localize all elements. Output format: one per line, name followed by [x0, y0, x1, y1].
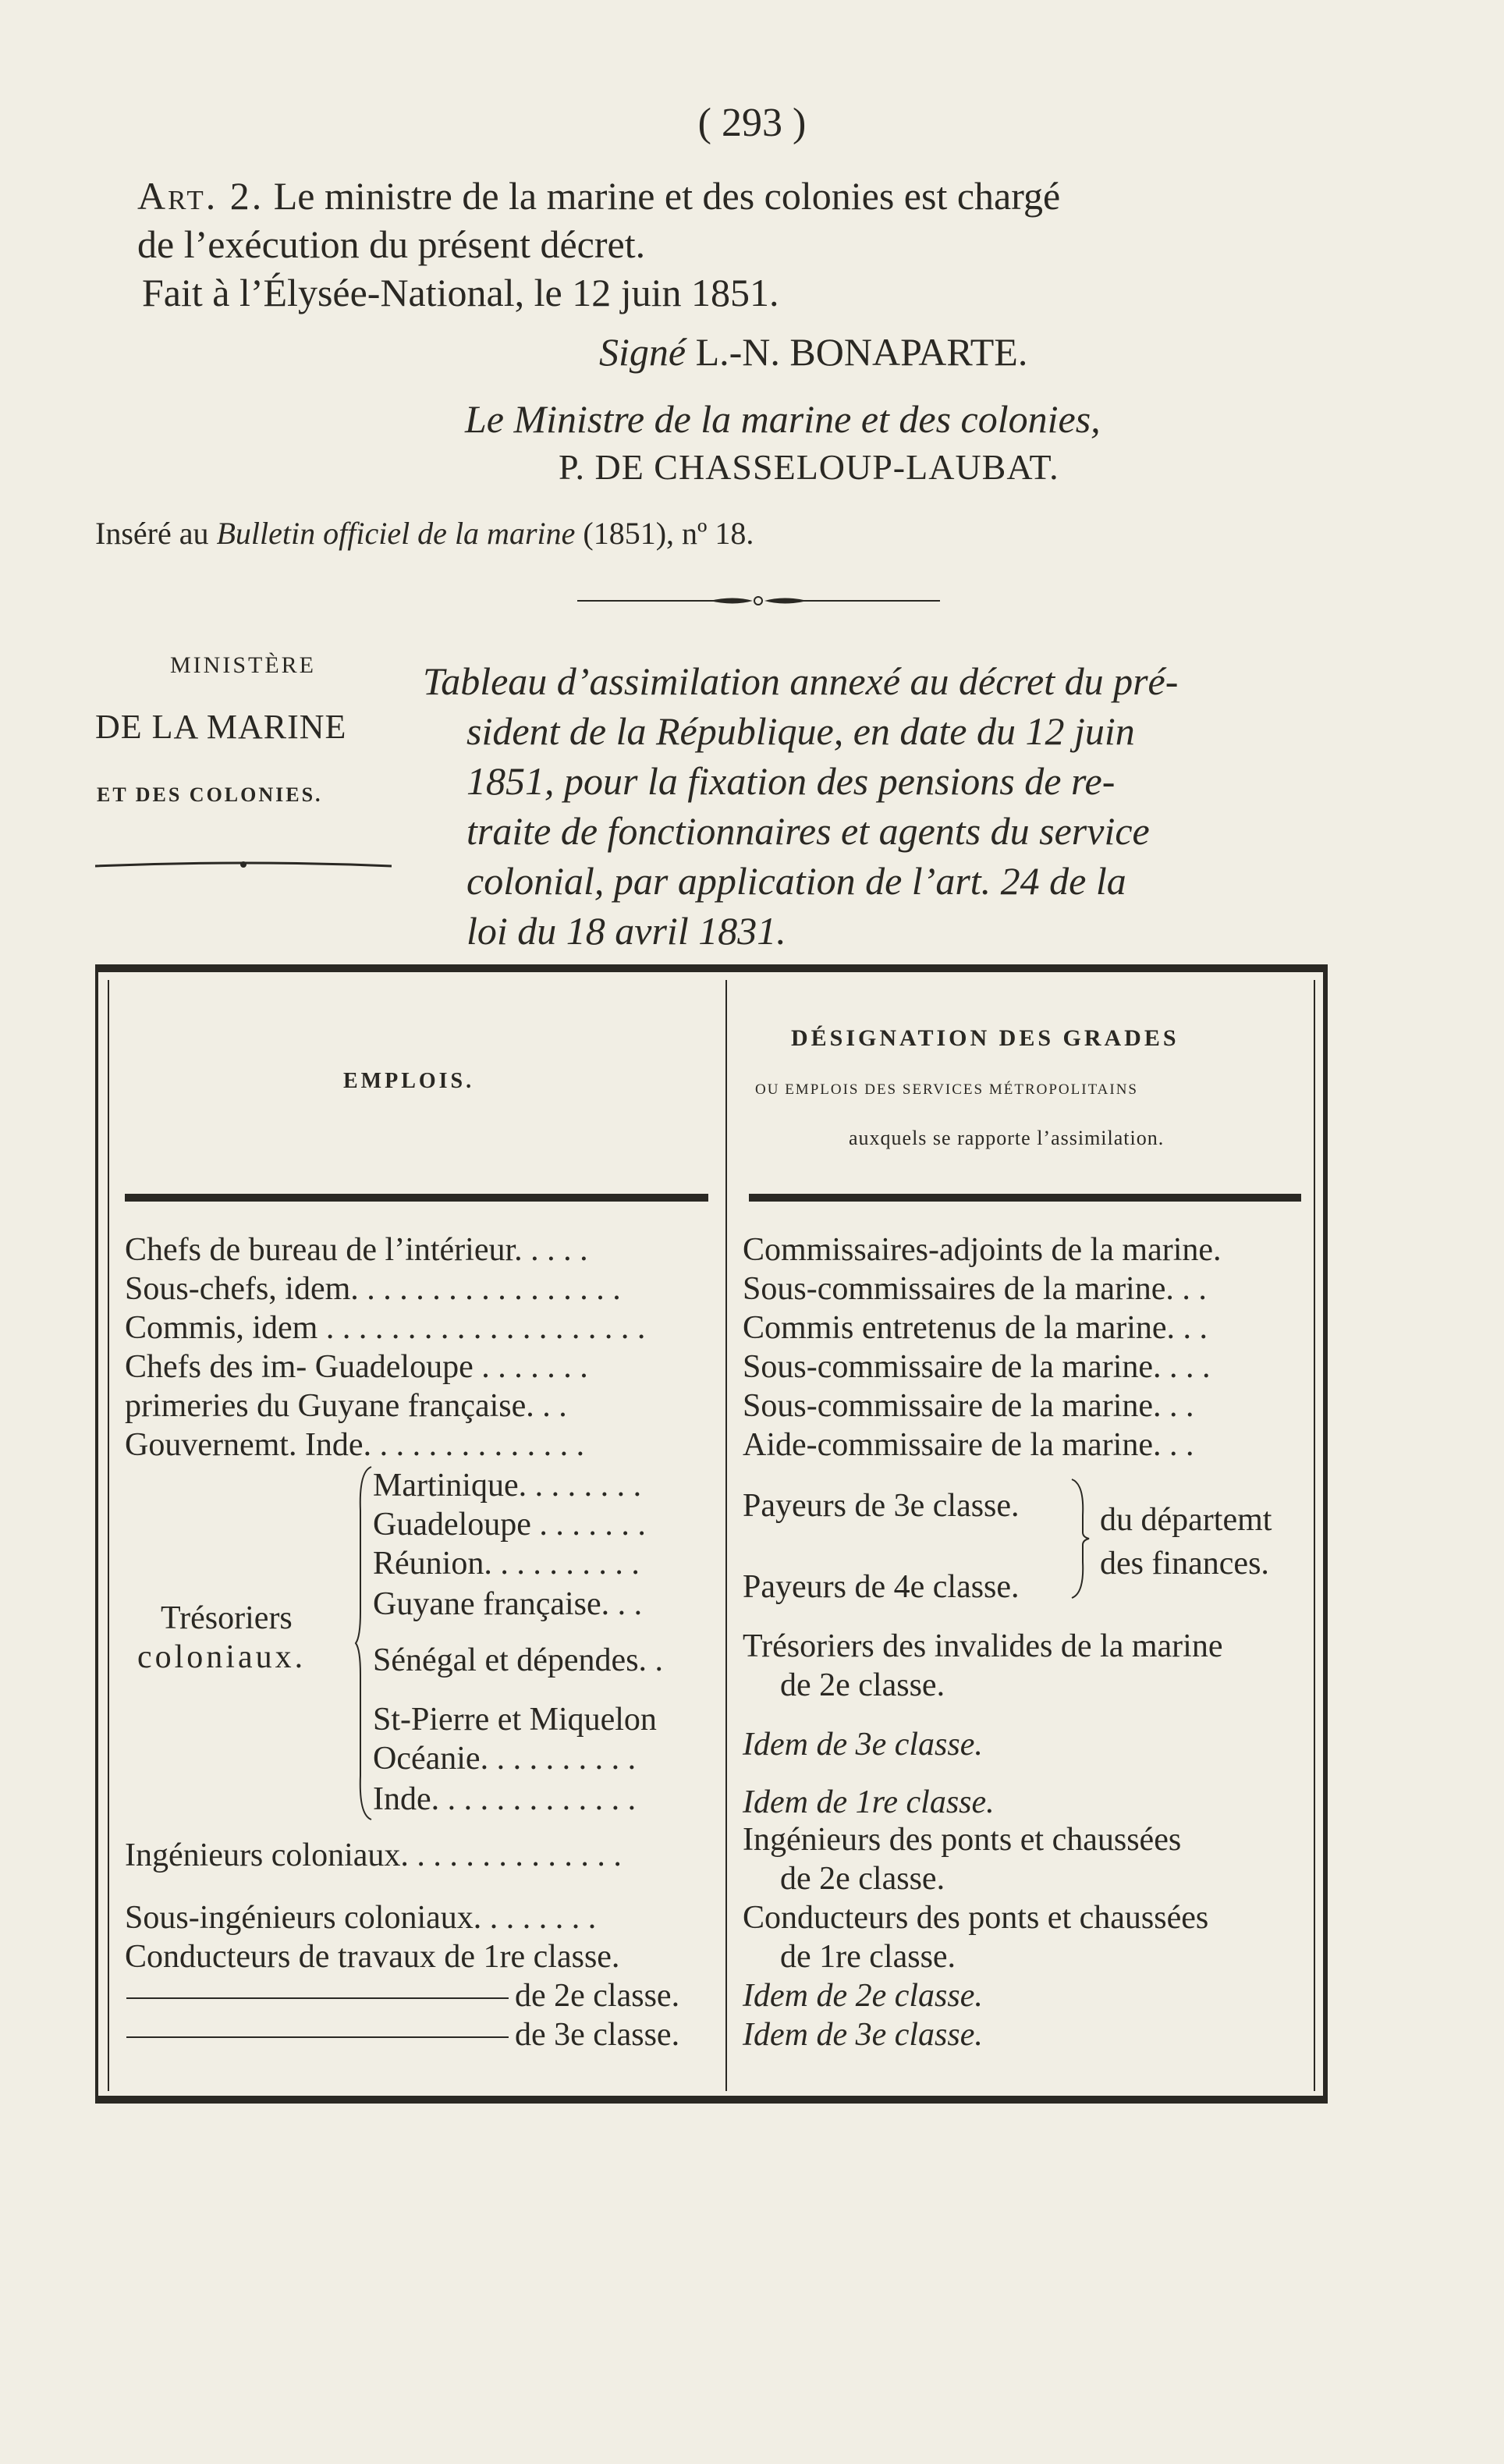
table-row-3-left: Commis, idem . . . . . . . . . . . . . . . . . . . .: [125, 1310, 646, 1346]
ditto-rule-1: [126, 1997, 509, 1999]
article-line-3: Fait à l’Élysée-National, le 12 juin 1851.: [142, 271, 779, 314]
tableau-title-3: 1851, pour la fixation des pensions de re-: [466, 759, 1116, 803]
conducteurs-2-left: de 2e classe.: [515, 1978, 680, 2014]
signature-name: L.-N. BONAPARTE.: [695, 330, 1028, 374]
payeurs-dept-1: du départemt: [1100, 1502, 1272, 1538]
table-row-6-right: Aide-commissaire de la marine. . .: [743, 1427, 1194, 1463]
tresoriers-place-3: Réunion. . . . . . . . . .: [373, 1546, 640, 1582]
conducteurs-right: de 1re classe.: [780, 1939, 956, 1975]
insertion-suffix: (1851), nº 18.: [583, 516, 754, 551]
tresoriers-place-5: Sénégal et dépendes. .: [373, 1642, 664, 1678]
tresoriers-place-4: Guyane française. . .: [373, 1586, 643, 1622]
table-row-4-left: Chefs des im- Guadeloupe . . . . . . .: [125, 1349, 588, 1385]
header-rule-left: [125, 1194, 708, 1202]
table-row-5-right: Sous-commissaire de la marine. . .: [743, 1388, 1194, 1424]
sidebar-marine: DE LA MARINE: [95, 708, 347, 746]
ingenieurs-left: Ingénieurs coloniaux. . . . . . . . . . . . . .: [125, 1837, 622, 1873]
article-line-1: [137, 173, 1060, 218]
minister-title: Le Ministre de la marine et des colonies,: [465, 397, 1101, 441]
tresoriers-place-6: St-Pierre et Miquelon: [373, 1702, 657, 1738]
tableau-title-1: Tableau d’assimilation annexé au décret du pré-: [423, 659, 1179, 703]
minister-name: P. DE CHASSELOUP-LAUBAT.: [559, 447, 1059, 487]
tresoriers-brace: [354, 1464, 373, 1823]
tableau-title-6: loi du 18 avril 1831.: [466, 909, 786, 953]
insertion-line: [95, 515, 754, 552]
ditto-rule-2: [126, 2036, 509, 2038]
table-row-1-left: Chefs de bureau de l’intérieur. . . . .: [125, 1232, 588, 1268]
ornamental-rule: [577, 595, 940, 606]
header-rule-right: [749, 1194, 1301, 1202]
table-row-1-right: Commissaires-adjoints de la marine.: [743, 1232, 1222, 1268]
ingenieurs-right-2: de 2e classe.: [780, 1861, 945, 1897]
sidebar-colonies: ET DES COLONIES.: [97, 783, 323, 806]
conducteurs-left: Conducteurs de travaux de 1re classe.: [125, 1939, 620, 1975]
conducteurs-3-left: de 3e classe.: [515, 2017, 680, 2053]
signe-label: Signé: [599, 330, 686, 374]
table-row-2-left: Sous-chefs, idem. . . . . . . . . . . . . . . . .: [125, 1271, 621, 1307]
tresoriers-label-2: coloniaux.: [137, 1639, 307, 1675]
col-emplois-header: EMPLOIS.: [343, 1069, 475, 1093]
col-designation-sub1: OU EMPLOIS DES SERVICES MÉTROPOLITAINS: [755, 1081, 1138, 1098]
idem-3-classe: Idem de 3e classe.: [743, 1727, 983, 1763]
tresoriers-label-1: Trésoriers: [161, 1600, 293, 1636]
table-row-3-right: Commis entretenus de la marine. . .: [743, 1310, 1208, 1346]
sous-ingenieurs-right: Conducteurs des ponts et chaussées: [743, 1900, 1209, 1936]
table-row-5-left: primeries du Guyane française. . .: [125, 1388, 567, 1424]
payeurs-brace: [1067, 1476, 1091, 1601]
payeurs-3: Payeurs de 3e classe.: [743, 1488, 1020, 1524]
ingenieurs-right-1: Ingénieurs des ponts et chaussées: [743, 1822, 1182, 1858]
article-text-1: Le ministre de la marine et des colonies est chargé: [273, 174, 1061, 218]
tresoriers-invalides-2: de 2e classe.: [780, 1667, 945, 1703]
insertion-bulletin: Bulletin officiel de la marine: [216, 516, 576, 551]
page-number: ( 293 ): [697, 101, 807, 145]
tresoriers-place-8: Inde. . . . . . . . . . . . .: [373, 1781, 637, 1817]
insertion-prefix: Inséré au: [95, 516, 209, 551]
conducteurs-3-right: Idem de 3e classe.: [743, 2017, 983, 2053]
table-row-4-right: Sous-commissaire de la marine. . . .: [743, 1349, 1211, 1385]
sidebar-ministere: MINISTÈRE: [170, 652, 316, 678]
tresoriers-invalides-1: Trésoriers des invalides de la marine: [743, 1628, 1223, 1664]
article-prefix: Art. 2.: [137, 174, 264, 218]
tresoriers-place-7: Océanie. . . . . . . . . .: [373, 1741, 637, 1777]
tresoriers-place-1: Martinique. . . . . . . .: [373, 1468, 642, 1504]
tableau-title-4: traite de fonctionnaires et agents du service: [466, 809, 1150, 853]
table-row-6-left: Gouvernemt. Inde. . . . . . . . . . . . . .: [125, 1427, 585, 1463]
col-designation-sub2: auxquels se rapporte l’assimilation.: [849, 1127, 1165, 1149]
tresoriers-place-2: Guadeloupe . . . . . . .: [373, 1507, 646, 1543]
sous-ingenieurs-left: Sous-ingénieurs coloniaux. . . . . . . .: [125, 1900, 597, 1936]
article-line-2: de l’exécution du présent décret.: [137, 222, 646, 266]
payeurs-4: Payeurs de 4e classe.: [743, 1569, 1020, 1605]
col-designation-header: DÉSIGNATION DES GRADES: [791, 1025, 1179, 1051]
idem-1-classe: Idem de 1re classe.: [743, 1784, 995, 1820]
sidebar-rule: [95, 858, 392, 874]
table-row-2-right: Sous-commissaires de la marine. . .: [743, 1271, 1207, 1307]
conducteurs-2-right: Idem de 2e classe.: [743, 1978, 983, 2014]
signature-line: [599, 329, 1027, 375]
tableau-title-2: sident de la République, en date du 12 juin: [466, 709, 1135, 753]
column-divider: [725, 980, 727, 2091]
tableau-title-5: colonial, par application de l’art. 24 de la: [466, 859, 1126, 903]
payeurs-dept-2: des finances.: [1100, 1546, 1269, 1582]
